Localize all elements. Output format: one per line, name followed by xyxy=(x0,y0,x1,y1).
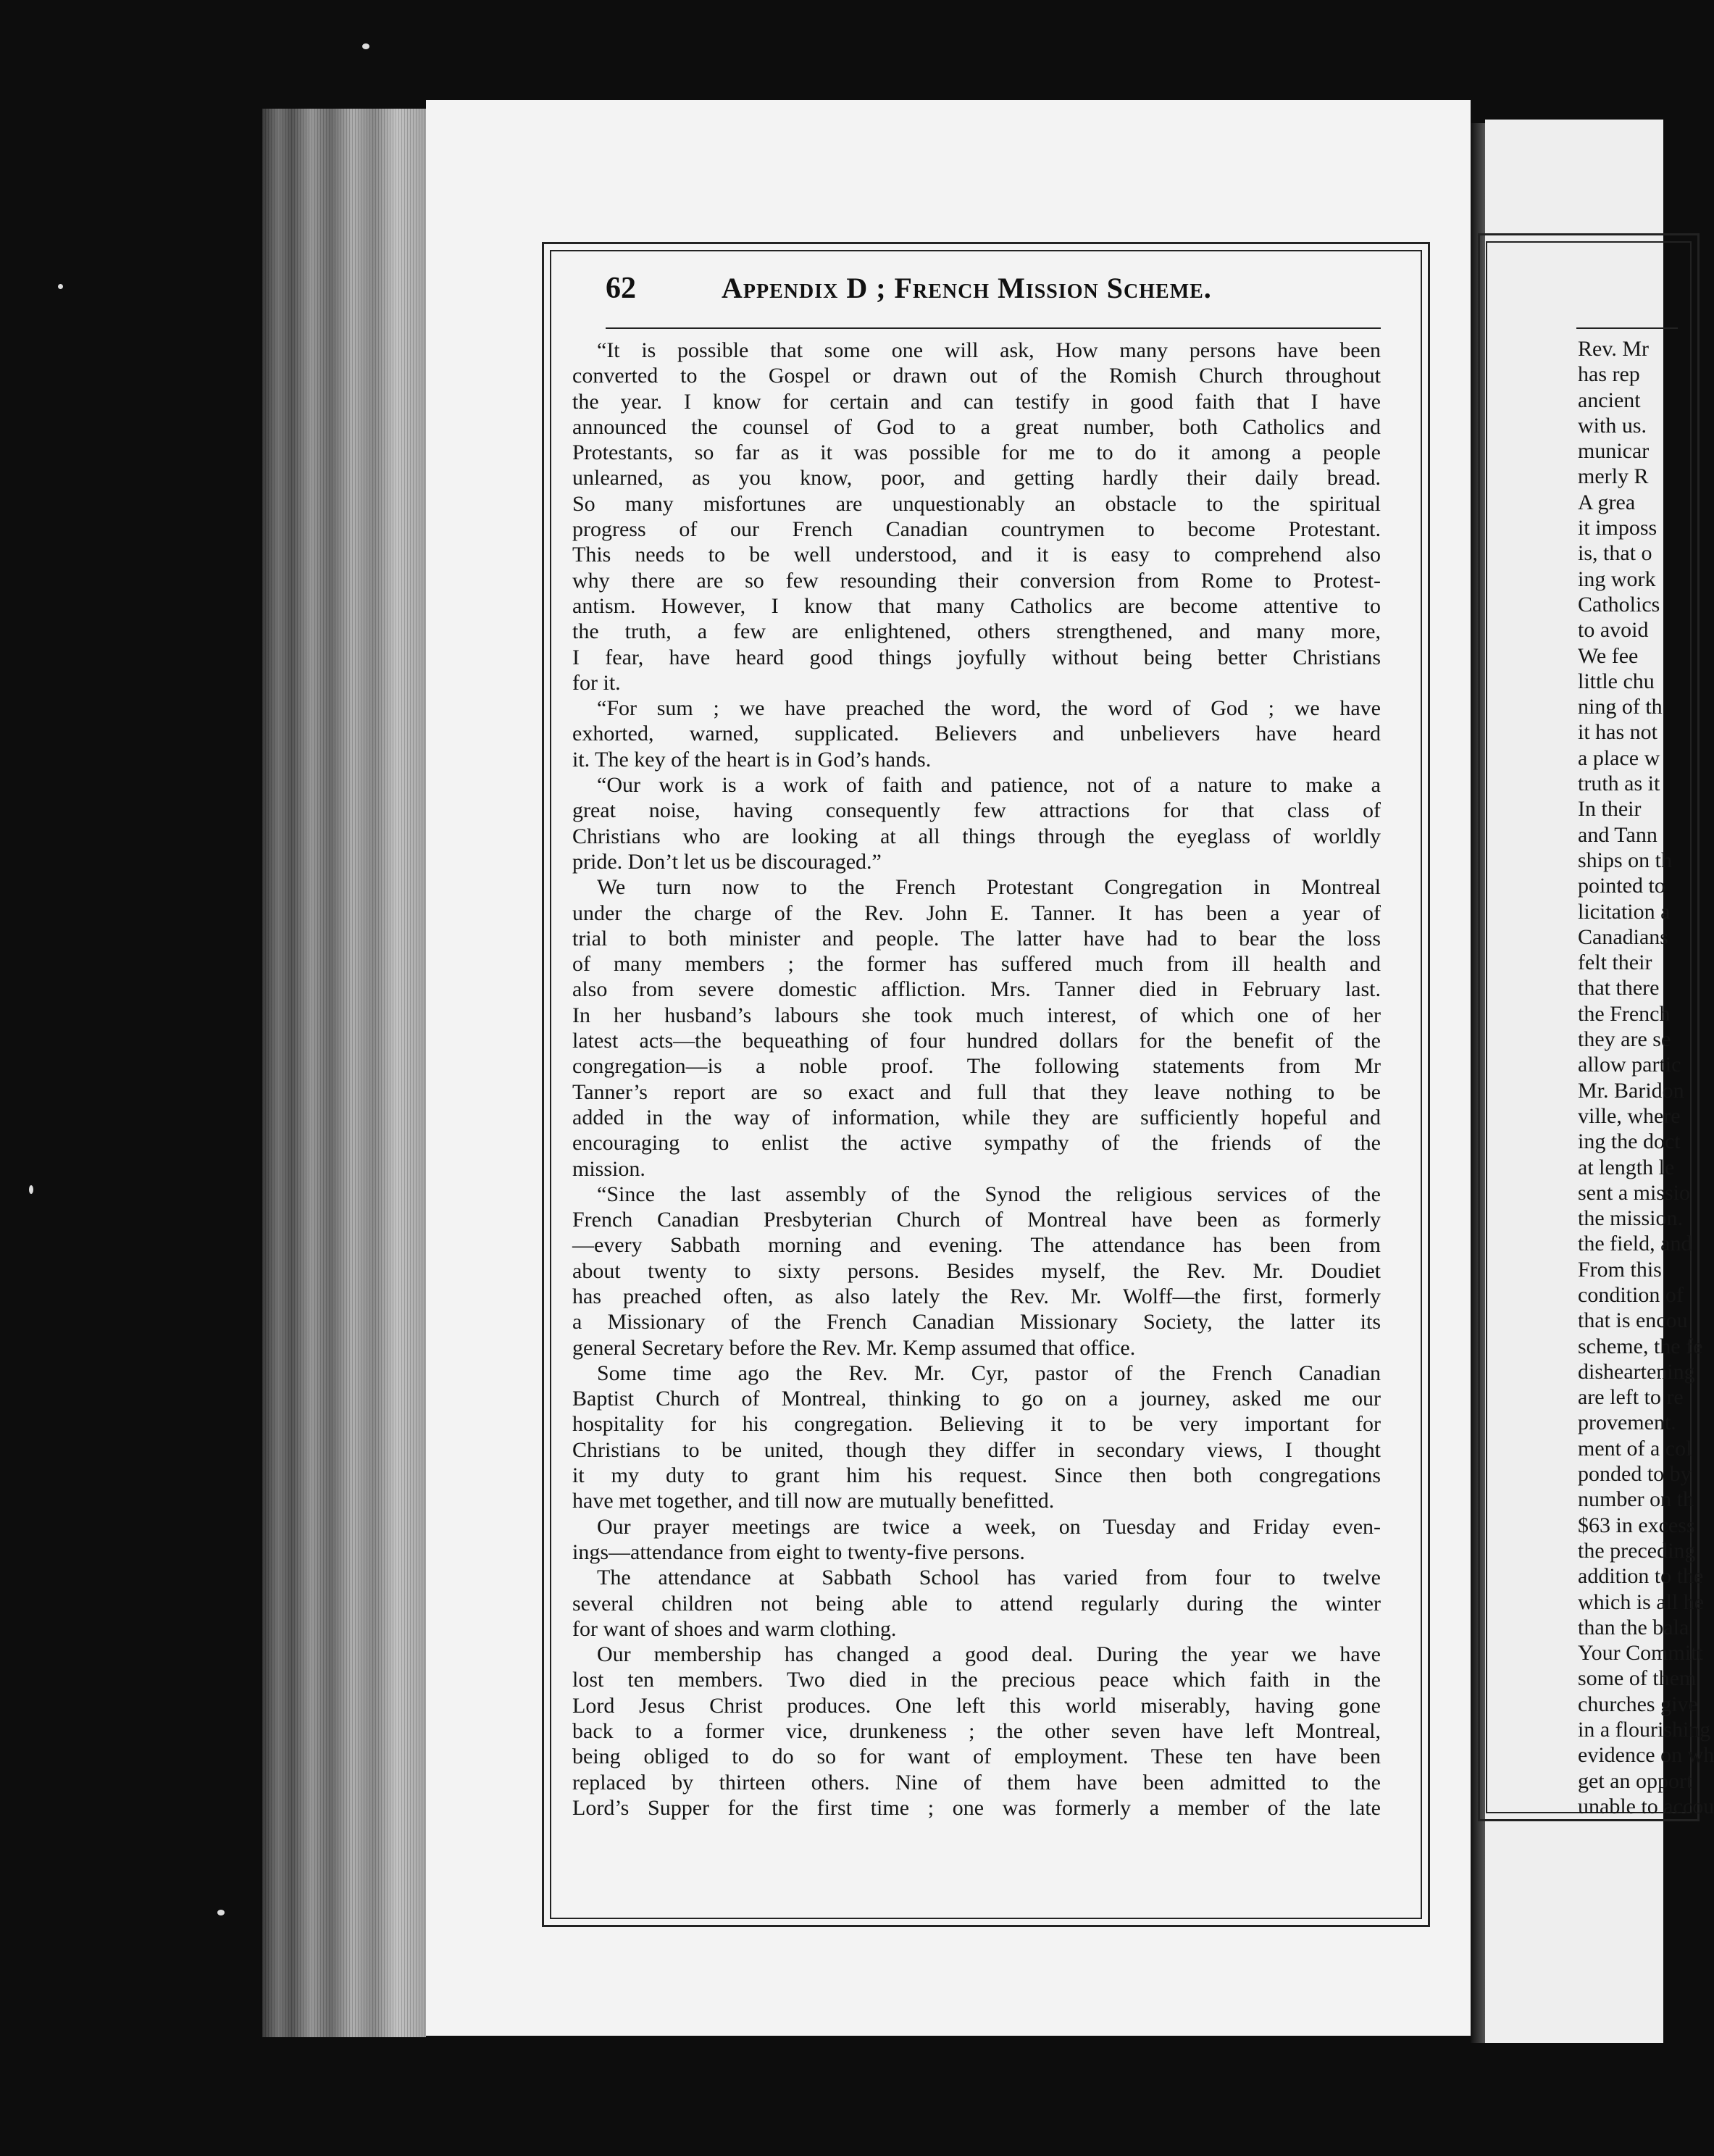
text-line: Lord’s Supper for the first time ; one was formerly a member of the late xyxy=(572,1795,1381,1820)
right-text-line: Rev. Mr xyxy=(1578,337,1650,361)
text-line: also from severe domestic affliction. Mrs. Tanner died in February last. xyxy=(572,977,1381,1002)
right-text-line: is, that o xyxy=(1578,541,1652,566)
right-text-line: pointed to xyxy=(1578,874,1665,898)
right-text-line: felt their xyxy=(1578,950,1652,975)
right-text-line: churches give xyxy=(1578,1692,1698,1716)
page-number: 62 xyxy=(606,272,636,305)
text-line: back to a former vice, drunkeness ; the other seven have left Montreal, xyxy=(572,1719,1381,1744)
text-line: exhorted, warned, supplicated. Believers and unbelievers have heard xyxy=(572,722,1381,746)
text-line: great noise, having consequently few attractions for that class of xyxy=(572,798,1381,823)
right-text-line: Mr. Baridon xyxy=(1578,1078,1684,1103)
page-header xyxy=(606,268,1381,319)
text-line: of many members ; the former has suffered much from ill health and xyxy=(572,952,1381,977)
text-line: Christians to be united, though they differ in secondary views, I thought xyxy=(572,1437,1381,1462)
right-text-line: condition of xyxy=(1578,1282,1684,1307)
right-text-line: ning of th xyxy=(1578,695,1663,719)
right-text-line: the field, and xyxy=(1578,1232,1692,1256)
text-line: progress of our French Canadian countrymen to become Protestant. xyxy=(572,517,1381,542)
right-text-line: get an opport xyxy=(1578,1768,1693,1793)
right-text-line: at length le xyxy=(1578,1155,1675,1179)
text-line: mission. xyxy=(572,1156,645,1181)
right-text-line: Canadians xyxy=(1578,924,1668,949)
text-line: So many misfortunes are unquestionably an obstacle to the spiritual xyxy=(572,491,1381,516)
right-text-line: are left to re xyxy=(1578,1385,1684,1410)
right-text-line: licitation a xyxy=(1578,899,1671,924)
text-line: “Our work is a work of faith and patience, not of a nature to make a xyxy=(597,773,1381,798)
right-text-line: ancient xyxy=(1578,388,1641,412)
text-line: have met together, and till now are mutually benefitted. xyxy=(572,1489,1055,1513)
text-line: Tanner’s report are so exact and full that they leave nothing to be xyxy=(572,1079,1381,1104)
text-line: French Canadian Presbyterian Church of Montreal have been as formerly xyxy=(572,1208,1381,1232)
text-line: Some time ago the Rev. Mr. Cyr, pastor of the French Canadian xyxy=(597,1361,1381,1385)
body-text xyxy=(572,338,1381,1821)
right-text-line: Catholics xyxy=(1578,592,1660,617)
right-text-line: ponded to by xyxy=(1578,1462,1692,1487)
right-text-line: it has not xyxy=(1578,720,1657,745)
right-text-line: a place w xyxy=(1578,745,1660,770)
text-line: why there are so few resounding their conversion from Rome to Protest- xyxy=(572,568,1381,593)
text-line: the truth, a few are enlightened, others strengthened, and many more, xyxy=(572,619,1381,644)
right-text-line: ships on th xyxy=(1578,848,1673,872)
text-line: a Missionary of the French Canadian Missionary Society, the latter its xyxy=(572,1310,1381,1334)
text-line: hospitality for his congregation. Believing it to be very important for xyxy=(572,1412,1381,1437)
text-line: This needs to be well understood, and it is easy to comprehend also xyxy=(572,543,1381,567)
right-text-line: than the bala xyxy=(1578,1615,1689,1639)
text-line: being obliged to do so for want of employment. These ten have been xyxy=(572,1745,1381,1769)
header-rule xyxy=(606,327,1381,329)
right-text-line: ville, where xyxy=(1578,1103,1681,1128)
right-text-line: truth as it xyxy=(1578,772,1660,796)
text-line: Our membership has changed a good deal. During the year we have xyxy=(597,1642,1381,1667)
right-page-text xyxy=(1578,336,1714,1819)
right-text-line: A grea xyxy=(1578,490,1636,514)
text-line: the year. I know for certain and can testify in good faith that I have xyxy=(572,389,1381,414)
right-text-line: which is all he xyxy=(1578,1589,1705,1614)
right-text-line: that is encou xyxy=(1578,1308,1688,1333)
text-line: antism. However, I know that many Catholics are become attentive to xyxy=(572,593,1381,618)
text-line: ings—attendance from eight to twenty-five persons. xyxy=(572,1539,1025,1564)
right-text-line: the mission. xyxy=(1578,1206,1684,1231)
text-line: Baptist Church of Montreal, thinking to go on a journey, asked me our xyxy=(572,1387,1381,1411)
running-heading: Appendix D ; French Mission Scheme. xyxy=(722,272,1212,304)
text-line: The attendance at Sabbath School has varied from four to twelve xyxy=(597,1566,1381,1590)
right-text-line: In their xyxy=(1578,797,1642,822)
right-text-line: in a flourishing xyxy=(1578,1718,1711,1742)
right-text-line: allow partic xyxy=(1578,1053,1681,1077)
right-text-line: evidence on wh xyxy=(1578,1743,1714,1768)
text-line: Protestants, so far as it was possible for me to do it among a people xyxy=(572,440,1381,465)
text-line: “Since the last assembly of the Synod the religious services of the xyxy=(597,1182,1381,1206)
right-header-rule xyxy=(1576,327,1678,329)
right-text-line: and Tann xyxy=(1578,822,1657,847)
right-text-line: the French xyxy=(1578,1001,1671,1026)
text-line: congregation—is a noble proof. The following statements from Mr xyxy=(572,1054,1381,1079)
right-text-line: disheartening xyxy=(1578,1359,1695,1384)
text-line: pride. Don’t let us be discouraged.” xyxy=(572,849,882,874)
text-line: unlearned, as you know, poor, and getting hardly their daily bread. xyxy=(572,466,1381,490)
text-line: it my duty to grant him his request. Since then both congregations xyxy=(572,1463,1381,1488)
text-line: trial to both minister and people. The latter have had to bear the loss xyxy=(572,926,1381,950)
right-text-line: scheme, the fe xyxy=(1578,1334,1703,1358)
right-text-line: $63 in excess xyxy=(1578,1513,1695,1537)
right-text-line: to avoid xyxy=(1578,618,1649,643)
right-text-line: ing the doct xyxy=(1578,1129,1681,1154)
text-line: announced the counsel of God to a great number, both Catholics and xyxy=(572,414,1381,439)
right-text-line: unable to accou xyxy=(1578,1794,1714,1818)
text-line: has preached often, as also lately the Rev. Mr. Wolff—the first, formerly xyxy=(572,1284,1381,1308)
text-line: under the charge of the Rev. John E. Tanner. It has been a year of xyxy=(572,901,1381,925)
right-text-line: they are se xyxy=(1578,1027,1671,1052)
text-line: several children not being able to attend regularly during the winter xyxy=(572,1591,1381,1616)
text-line: I fear, have heard good things joyfully without being better Christians xyxy=(572,645,1381,669)
text-line: “For sum ; we have preached the word, the word of God ; we have xyxy=(597,696,1381,721)
right-text-line: ing work xyxy=(1578,567,1656,591)
right-text-line: From this xyxy=(1578,1257,1662,1282)
right-text-line: it imposs xyxy=(1578,516,1657,540)
text-line: Christians who are looking at all things through the eyeglass of worldly xyxy=(572,824,1381,848)
right-text-line: has rep xyxy=(1578,362,1640,387)
text-line: In her husband’s labours she took much interest, of which one of her xyxy=(572,1003,1381,1027)
right-text-line: provement. xyxy=(1578,1411,1676,1435)
text-line: for it. xyxy=(572,670,621,695)
right-text-line: some of them xyxy=(1578,1666,1697,1691)
text-line: added in the way of information, while they are sufficiently hopeful and xyxy=(572,1105,1381,1129)
right-text-line: number on th xyxy=(1578,1487,1694,1512)
text-line: —every Sabbath morning and evening. The attendance has been from xyxy=(572,1233,1381,1258)
text-line: lost ten members. Two died in the precious peace which faith in the xyxy=(572,1668,1381,1692)
right-text-line: little chu xyxy=(1578,669,1655,693)
text-line: latest acts—the bequeathing of four hundred dollars for the benefit of the xyxy=(572,1029,1381,1053)
text-line: it. The key of the heart is in God’s hands. xyxy=(572,747,932,772)
right-text-line: ment of a col xyxy=(1578,1436,1692,1461)
right-text-line: addition to the xyxy=(1578,1564,1704,1589)
text-line: general Secretary before the Rev. Mr. Kemp assumed that office. xyxy=(572,1335,1136,1360)
text-line: We turn now to the French Protestant Congregation in Montreal xyxy=(597,875,1381,900)
right-text-line: with us. xyxy=(1578,413,1647,438)
right-text-line: the preceding xyxy=(1578,1538,1696,1563)
right-text-line: Your Committ xyxy=(1578,1641,1703,1666)
text-line: about twenty to sixty persons. Besides myself, the Rev. Mr. Doudiet xyxy=(572,1258,1381,1283)
text-line: Our prayer meetings are twice a week, on Tuesday and Friday even- xyxy=(597,1514,1381,1539)
text-line: encouraging to enlist the active sympathy of the friends of the xyxy=(572,1131,1381,1156)
text-line: “It is possible that some one will ask, How many persons have been xyxy=(597,338,1381,362)
text-line: for want of shoes and warm clothing. xyxy=(572,1616,897,1641)
right-text-line: that there xyxy=(1578,976,1660,1000)
text-line: converted to the Gospel or drawn out of the Romish Church throughout xyxy=(572,364,1381,388)
right-text-line: We fee xyxy=(1578,643,1639,668)
right-text-line: merly R xyxy=(1578,464,1649,489)
right-text-line: municar xyxy=(1578,439,1650,464)
text-line: replaced by thirteen others. Nine of them have been admitted to the xyxy=(572,1770,1381,1794)
text-line: Lord Jesus Christ produces. One left this world miserably, having gone xyxy=(572,1693,1381,1718)
right-text-line: sent a missio xyxy=(1578,1180,1690,1205)
book-page-edges xyxy=(262,109,426,2037)
